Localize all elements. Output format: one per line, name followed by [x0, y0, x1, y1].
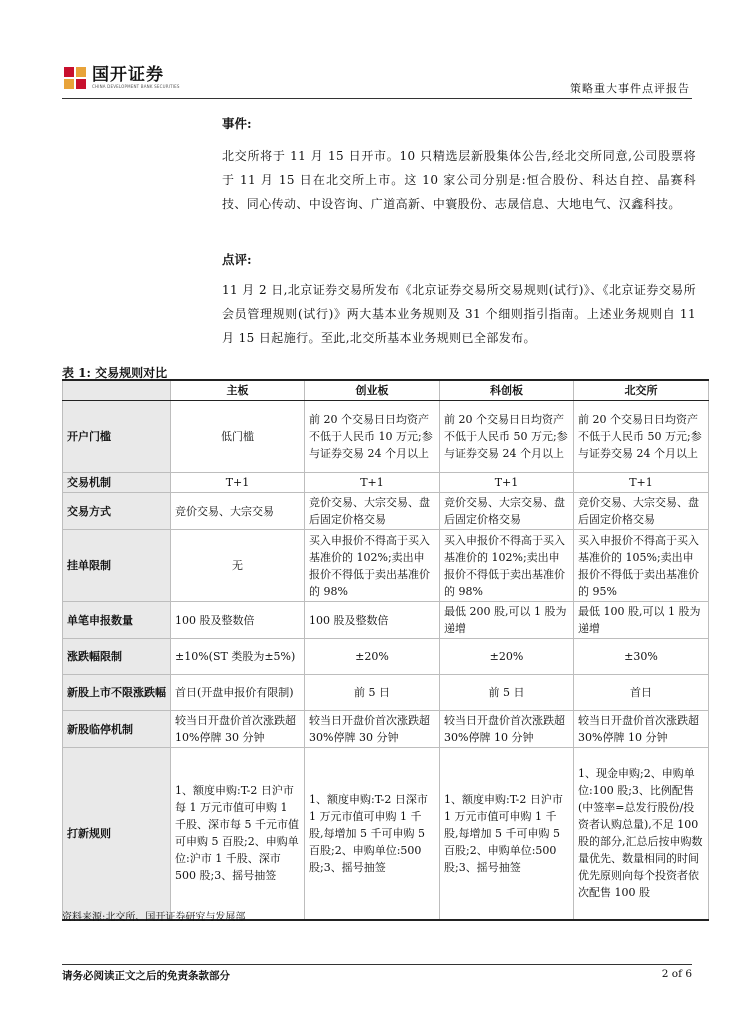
table-source: 资料来源:北交所、国开证券研究与发展部 — [62, 912, 246, 923]
table-cell: 100 股及整数倍 — [305, 602, 440, 639]
report-type: 策略重大事件点评报告 — [570, 82, 690, 95]
table-cell: 低门槛 — [171, 401, 305, 473]
table-cell: ±10%(ST 类股为±5%) — [171, 639, 305, 675]
table-row — [63, 602, 709, 639]
table-caption: 表 1: 交易规则对比 — [62, 366, 168, 380]
comment-title: 点评: — [222, 252, 252, 267]
logo-name-cn: 国开证券 — [92, 65, 164, 85]
table-row — [63, 711, 709, 748]
table-cell: T+1 — [171, 473, 305, 493]
comment-text: 11 月 2 日,北京证券交易所发布《北京证券交易所交易规则(试行)》、《北京证券交易所会员管理规则(试行)》两大基本业务规则及 31 个细则指引指南。上述业务规则自 11 月 15 日起施行。至此,北交所基本业务规则已全部发布。 — [222, 283, 696, 345]
event-title: 事件: — [222, 116, 252, 131]
event-section — [222, 112, 696, 216]
table-cell: 竞价交易、大宗交易、盘后固定价格交易 — [440, 493, 574, 530]
table-header-cell: 创业板 — [305, 380, 440, 401]
comment-section — [222, 248, 696, 350]
table-cell: T+1 — [305, 473, 440, 493]
table-cell: 1、额度申购:T-2 日沪市 1 万元市值可申购 1 千股,每增加 5 千可申购 5 百股;2、申购单位:500 股;3、摇号抽签 — [440, 748, 574, 920]
table-row — [63, 675, 709, 711]
row-label: 交易机制 — [63, 473, 171, 493]
table-cell: 前 5 日 — [440, 675, 574, 711]
table-row — [63, 639, 709, 675]
table-cell: 前 20 个交易日日均资产不低于人民币 50 万元;参与证券交易 24 个月以上 — [574, 401, 709, 473]
table-cell: ±30% — [574, 639, 709, 675]
table-header-cell: 主板 — [171, 380, 305, 401]
header-divider — [62, 98, 692, 99]
table-cell: 竞价交易、大宗交易 — [171, 493, 305, 530]
row-label: 单笔申报数量 — [63, 602, 171, 639]
table-row — [63, 473, 709, 493]
row-label: 打新规则 — [63, 748, 171, 920]
company-logo — [64, 66, 180, 89]
table-cell: 最低 100 股,可以 1 股为递增 — [574, 602, 709, 639]
table-row — [63, 493, 709, 530]
page-number: 2 of 6 — [661, 968, 692, 980]
row-label: 新股上市不限涨跌幅 — [63, 675, 171, 711]
table-cell: 首日 — [574, 675, 709, 711]
footer-divider — [62, 964, 692, 965]
table-cell: 前 20 个交易日日均资产不低于人民币 50 万元;参与证券交易 24 个月以上 — [440, 401, 574, 473]
table-cell: 买入申报价不得高于买入基准价的 105%;卖出申报价不得低于卖出基准价的 95% — [574, 530, 709, 602]
row-label: 涨跌幅限制 — [63, 639, 171, 675]
table-header-cell: 北交所 — [574, 380, 709, 401]
row-label: 挂单限制 — [63, 530, 171, 602]
row-label: 开户门槛 — [63, 401, 171, 473]
logo-name-en: CHINA DEVELOPMENT BANK SECURITIES — [92, 84, 180, 89]
table-cell: 较当日开盘价首次涨跌超 10%停牌 30 分钟 — [171, 711, 305, 748]
table-cell: 较当日开盘价首次涨跌超 30%停牌 10 分钟 — [440, 711, 574, 748]
table-cell: 买入申报价不得高于买入基准价的 102%;卖出申报价不得低于卖出基准价的 98% — [440, 530, 574, 602]
row-label: 交易方式 — [63, 493, 171, 530]
table-cell: 1、额度申购:T-2 日沪市每 1 万元市值可申购 1 千股、深市每 5 千元市值可申购 5 百股;2、申购单位:沪市 1 千股、深市 500 股;3、摇号抽签 — [171, 748, 305, 920]
table-cell: ±20% — [305, 639, 440, 675]
table-cell: T+1 — [574, 473, 709, 493]
table-header-row — [63, 380, 709, 401]
table-cell: 无 — [171, 530, 305, 602]
table-row — [63, 530, 709, 602]
table-header-cell: 科创板 — [440, 380, 574, 401]
table-cell: 竞价交易、大宗交易、盘后固定价格交易 — [574, 493, 709, 530]
table-cell: 较当日开盘价首次涨跌超 30%停牌 30 分钟 — [305, 711, 440, 748]
table-cell: 1、现金申购;2、申购单位:100 股;3、比例配售(中签率=总发行股份/投资者认购总量),不足 100 股的部分,汇总后按申购数量优先、数量相同的时间优先原则向每个投资者依次配售 100 股 — [574, 748, 709, 920]
footer-disclaimer: 请务必阅读正文之后的免责条款部分 — [62, 970, 230, 982]
table-cell: 首日(开盘申报价有限制) — [171, 675, 305, 711]
table-cell: 最低 200 股,可以 1 股为递增 — [440, 602, 574, 639]
row-label: 新股临停机制 — [63, 711, 171, 748]
table-cell: 较当日开盘价首次涨跌超 30%停牌 10 分钟 — [574, 711, 709, 748]
table-cell: T+1 — [440, 473, 574, 493]
table-cell: 前 20 个交易日日均资产不低于人民币 10 万元;参与证券交易 24 个月以上 — [305, 401, 440, 473]
event-text: 北交所将于 11 月 15 日开市。10 只精选层新股集体公告,经北交所同意,公司股票将于 11 月 15 日在北交所上市。这 10 家公司分别是:恒合股份、科达自控、晶赛科技、同心传动、中设咨询、广道高新、中寰股份、志晟信息、大地电气、汉鑫科技。 — [222, 149, 696, 211]
table-cell: 1、额度申购:T-2 日深市 1 万元市值可申购 1 千股,每增加 5 千可申购 5 百股;2、申购单位:500 股;3、摇号抽签 — [305, 748, 440, 920]
trading-rules-table — [62, 379, 709, 921]
table-row — [63, 401, 709, 473]
table-cell: 买入申报价不得高于买入基准价的 102%;卖出申报价不得低于卖出基准价的 98% — [305, 530, 440, 602]
table-cell: 100 股及整数倍 — [171, 602, 305, 639]
table-cell: 前 5 日 — [305, 675, 440, 711]
table-cell: 竞价交易、大宗交易、盘后固定价格交易 — [305, 493, 440, 530]
table-cell: ±20% — [440, 639, 574, 675]
logo-icon — [64, 67, 86, 89]
table-header-corner — [63, 380, 171, 401]
table-row — [63, 748, 709, 920]
